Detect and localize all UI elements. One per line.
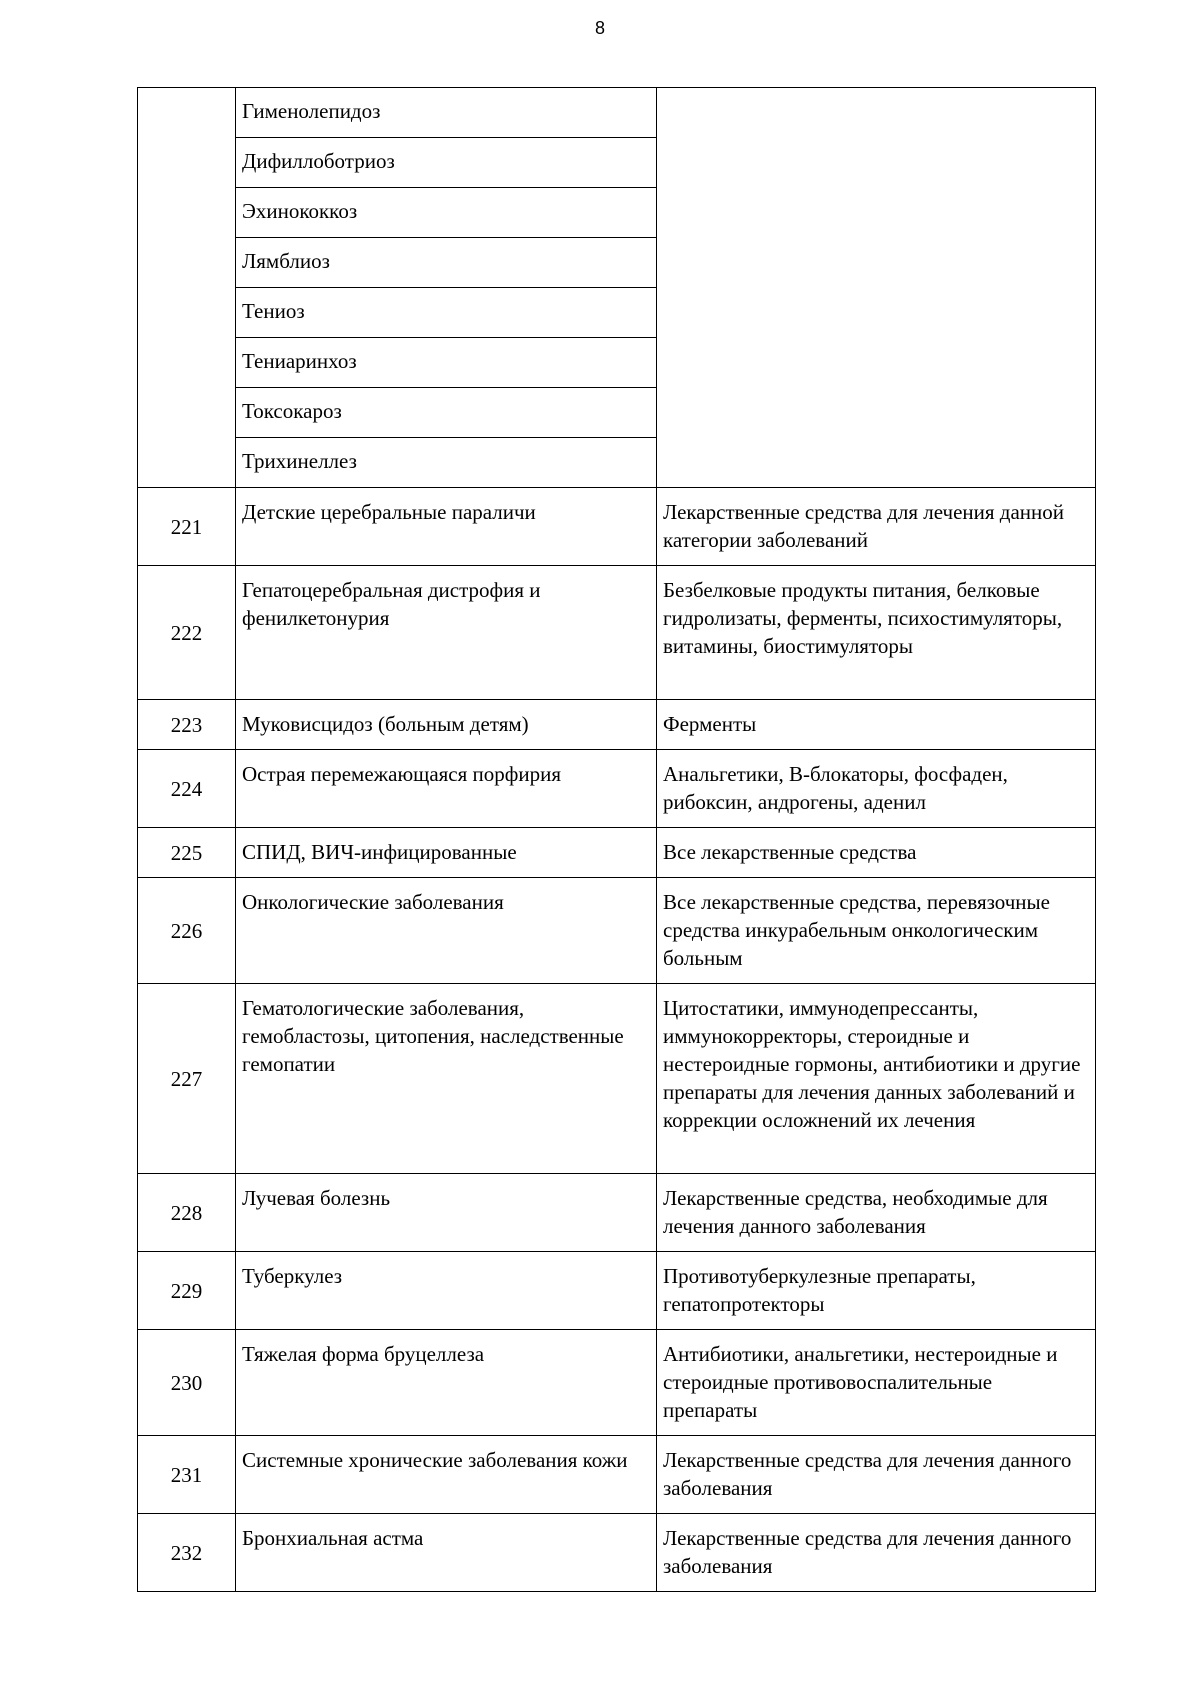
- continued-drugs-cell: [657, 88, 1096, 488]
- drugs-cell: Анальгетики, В-блокаторы, фосфаден, рибоксин, андрогены, аденил: [657, 750, 1096, 828]
- row-number-cell: 223: [138, 700, 236, 750]
- disease-cell: Острая перемежающаяся порфирия: [236, 750, 657, 828]
- table-row: [138, 488, 1096, 566]
- table-row: [138, 984, 1096, 1174]
- disease-cell: Гименолепидоз: [236, 88, 657, 138]
- table-row: [138, 1436, 1096, 1514]
- table-row: [138, 828, 1096, 878]
- disease-cell: Эхинококкоз: [236, 188, 657, 238]
- disease-cell: Туберкулез: [236, 1252, 657, 1330]
- drugs-cell: Цитостатики, иммунодепрессанты, иммунокорректоры, стероидные и нестероидные гормоны, антибиотики и другие препараты для лечения данных заболеваний и коррекции осложнений их лечения: [657, 984, 1096, 1174]
- table-row: [138, 566, 1096, 700]
- table-row: [138, 1330, 1096, 1436]
- drugs-cell: Все лекарственные средства, перевязочные средства инкурабельным онкологическим больным: [657, 878, 1096, 984]
- table-row: [138, 750, 1096, 828]
- drugs-cell: Ферменты: [657, 700, 1096, 750]
- row-number-cell: 222: [138, 566, 236, 700]
- table-row-continued: [138, 88, 1096, 138]
- disease-cell: Муковисцидоз (больным детям): [236, 700, 657, 750]
- row-number-cell: 228: [138, 1174, 236, 1252]
- row-number-cell: 224: [138, 750, 236, 828]
- table-row: [138, 878, 1096, 984]
- drugs-cell: Лекарственные средства для лечения данной категории заболеваний: [657, 488, 1096, 566]
- disease-cell: Бронхиальная астма: [236, 1514, 657, 1592]
- row-number-cell: 221: [138, 488, 236, 566]
- drugs-cell: Безбелковые продукты питания, белковые гидролизаты, ферменты, психостимуляторы, витамины, биостимуляторы: [657, 566, 1096, 700]
- drugs-cell: Все лекарственные средства: [657, 828, 1096, 878]
- row-number-cell: 227: [138, 984, 236, 1174]
- disease-cell: Гематологические заболевания, гемобластозы, цитопения, наследственные гемопатии: [236, 984, 657, 1174]
- table-row: [138, 1252, 1096, 1330]
- row-number-cell: 231: [138, 1436, 236, 1514]
- table-row: [138, 1174, 1096, 1252]
- disease-cell: Онкологические заболевания: [236, 878, 657, 984]
- disease-cell: Дифиллоботриоз: [236, 138, 657, 188]
- row-number-cell: 226: [138, 878, 236, 984]
- disease-cell: Системные хронические заболевания кожи: [236, 1436, 657, 1514]
- drugs-cell: Лекарственные средства для лечения данного заболевания: [657, 1514, 1096, 1592]
- drugs-cell: Лекарственные средства для лечения данного заболевания: [657, 1436, 1096, 1514]
- row-number-cell: 230: [138, 1330, 236, 1436]
- row-number-cell: 229: [138, 1252, 236, 1330]
- disease-cell: Токсокароз: [236, 388, 657, 438]
- disease-cell: СПИД, ВИЧ-инфицированные: [236, 828, 657, 878]
- drugs-cell: Антибиотики, анальгетики, нестероидные и стероидные противовоспалительные препараты: [657, 1330, 1096, 1436]
- row-number-cell: 232: [138, 1514, 236, 1592]
- disease-cell: Трихинеллез: [236, 438, 657, 488]
- table-row: [138, 1514, 1096, 1592]
- disease-cell: Гепатоцеребральная дистрофия и фенилкетонурия: [236, 566, 657, 700]
- disease-cell: Лучевая болезнь: [236, 1174, 657, 1252]
- page-number: 8: [594, 18, 605, 38]
- drugs-cell: Противотуберкулезные препараты, гепатопротекторы: [657, 1252, 1096, 1330]
- disease-cell: Тениаринхоз: [236, 338, 657, 388]
- disease-cell: Детские церебральные параличи: [236, 488, 657, 566]
- continued-num-cell: [138, 88, 236, 488]
- drugs-cell: Лекарственные средства, необходимые для лечения данного заболевания: [657, 1174, 1096, 1252]
- disease-cell: Лямблиоз: [236, 238, 657, 288]
- disease-cell: Тяжелая форма бруцеллеза: [236, 1330, 657, 1436]
- row-number-cell: 225: [138, 828, 236, 878]
- table-row: [138, 700, 1096, 750]
- disease-cell: Тениоз: [236, 288, 657, 338]
- drug-benefit-table: [137, 87, 1096, 1592]
